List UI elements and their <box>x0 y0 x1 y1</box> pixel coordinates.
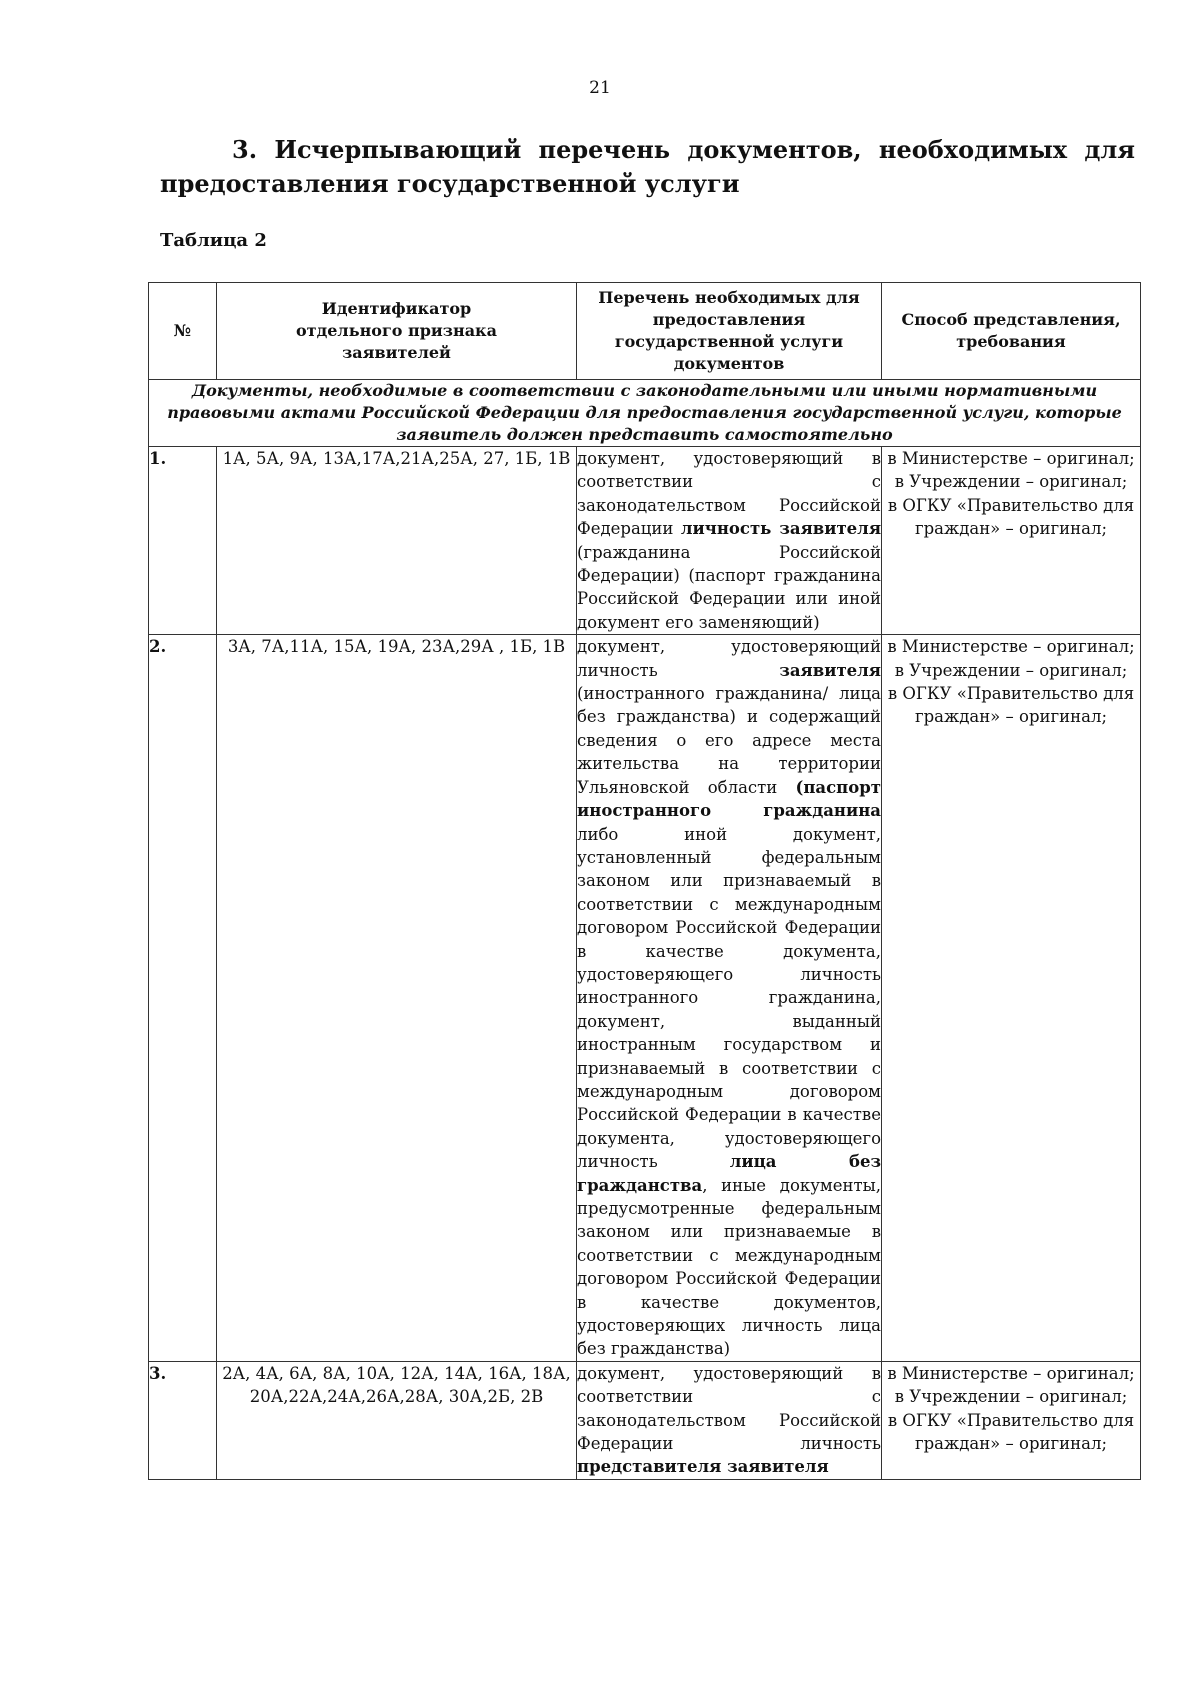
row-identifiers: 3А, 7А,11А, 15А, 19А, 23А,29А , 1Б, 1В <box>217 635 577 1362</box>
method-line: в ОГКУ «Правительство для граждан» – оригинал; <box>887 684 1135 727</box>
section-row <box>149 380 1141 447</box>
method-line: в Учреждении – оригинал; <box>894 660 1128 680</box>
doc-text-bold: представителя заявителя <box>577 1457 829 1477</box>
header-identifier: Идентификатор отдельного признака заявителей <box>217 283 577 380</box>
table-header-row <box>149 283 1141 380</box>
row-method <box>882 635 1141 1362</box>
method-line: в Учреждении – оригинал; <box>894 472 1128 492</box>
row-identifiers: 2А, 4А, 6А, 8А, 10А, 12А, 14А, 16А, 18А, 20А,22А,24А,26А,28А, 30А,2Б, 2В <box>217 1361 577 1479</box>
row-number: 2. <box>149 635 217 1362</box>
doc-text-bold: лица без гражданства <box>577 1152 882 1195</box>
page-number: 21 <box>589 78 611 98</box>
header-number: № <box>149 283 217 380</box>
row-documents <box>577 1361 882 1479</box>
doc-text: либо иной документ, установленный федеральным законом или признаваемый в соответствии с международным договором Российской Федерации в качестве документа, удостоверяющего личность иностранного гражданина, документ, выданный иностранным государством и признаваемый в соответствии с международным договором Российской Федерации в качестве документа, удостоверяющего личность <box>577 824 881 1172</box>
method-line: в Учреждении – оригинал; <box>894 1387 1128 1407</box>
table-row <box>149 1361 1141 1479</box>
row-method <box>882 447 1141 635</box>
method-line: в Министерстве – оригинал; <box>887 1363 1135 1383</box>
table-row <box>149 447 1141 635</box>
row-number: 1. <box>149 447 217 635</box>
method-line: в Министерстве – оригинал; <box>887 637 1135 657</box>
heading-line-1: 3. Исчерпывающий перечень документов, необходимых для <box>232 135 1135 164</box>
table-row <box>149 635 1141 1362</box>
doc-text-bold: личность заявителя <box>680 519 882 539</box>
method-line: в Министерстве – оригинал; <box>887 449 1135 468</box>
row-method <box>882 1361 1141 1479</box>
doc-text: (иностранного гражданина/ лица без гражданства) и содержащий сведения о его адресе места жительства на территории Ульяновской области <box>577 684 881 797</box>
doc-text-bold: (паспорт иностранного гражданина <box>577 777 881 821</box>
table-caption: Таблица 2 <box>160 230 267 251</box>
row-documents <box>577 447 882 635</box>
doc-text: (гражданина Российской Федерации) (паспорт гражданина Российской Федерации или иной документ его заменяющий) <box>577 542 881 632</box>
header-documents: Перечень необходимых для предоставления государственной услуги документов <box>577 283 882 380</box>
row-number: 3. <box>149 1361 217 1479</box>
doc-text: , иные документы, предусмотренные федеральным законом или признаваемые в соответствии с международным договором Российской Федерации в качестве документов, удостоверяющих личность лица без гражданства) <box>577 1175 881 1359</box>
documents-table <box>148 282 1141 1480</box>
header-method: Способ представления, требования <box>882 283 1141 380</box>
section-heading <box>160 133 1135 201</box>
doc-text: документ, удостоверяющий личность <box>577 637 881 680</box>
doc-text-bold: заявителя <box>779 660 881 680</box>
doc-text: документ, удостоверяющий в соответствии с законодательством Российской Федерации личность <box>577 1363 881 1454</box>
doc-text: документ, удостоверяющий в соответствии с законодательством Российской Федерации <box>577 449 881 539</box>
method-line: в ОГКУ «Правительство для граждан» – оригинал; <box>887 1410 1135 1454</box>
method-line: в ОГКУ «Правительство для граждан» – оригинал; <box>887 495 1135 539</box>
section-title: Документы, необходимые в соответствии с законодательными или иными нормативными правовыми актами Российской Федерации для предоставления государственной услуги, которые заявитель должен представить самостоятельно <box>149 380 1141 447</box>
heading-line-2: предоставления государственной услуги <box>160 169 740 198</box>
row-documents <box>577 635 882 1362</box>
row-identifiers: 1А, 5А, 9А, 13А,17А,21А,25А, 27, 1Б, 1В <box>217 447 577 635</box>
